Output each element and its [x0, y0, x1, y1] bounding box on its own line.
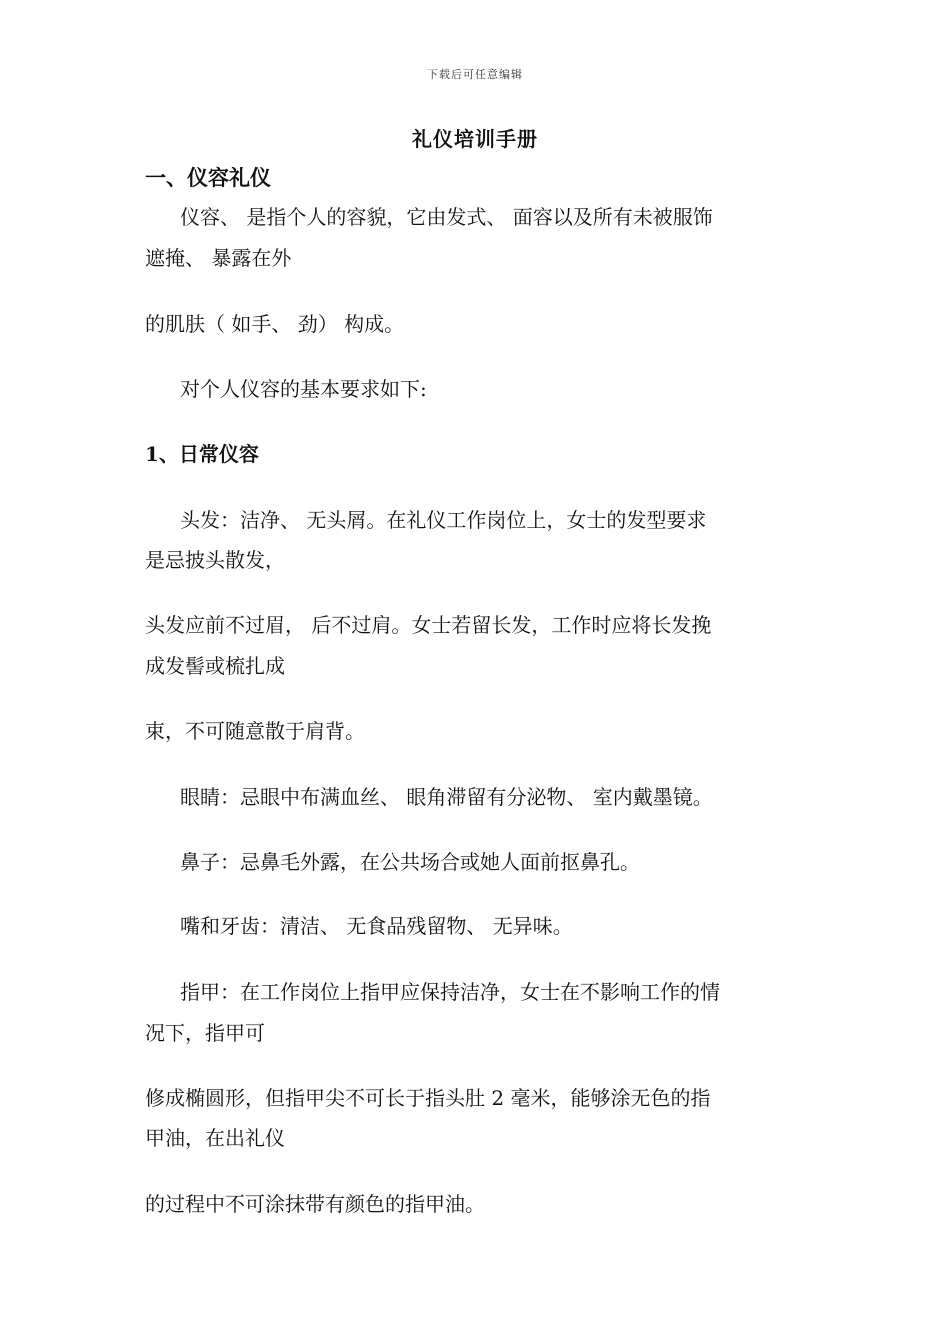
paragraph-line: 遮掩、 暴露在外 — [145, 246, 292, 270]
paragraph-line: 鼻子：忌鼻毛外露，在公共场合或她人面前抠鼻孔。 — [180, 850, 640, 874]
header-note: 下载后可任意编辑 — [427, 68, 523, 81]
paragraph-line: 仪容、 是指个人的容貌，它由发式、 面容以及所有未被服饰 — [180, 205, 713, 229]
subsection-heading-daily: 1、日常仪容 — [145, 442, 259, 466]
paragraph-line: 头发应前不过眉， 后不过肩。女士若留长发，工作时应将长发挽 — [145, 613, 712, 637]
paragraph-line: 束，不可随意散于肩背。 — [145, 719, 365, 743]
paragraph-line: 对个人仪容的基本要求如下: — [180, 377, 427, 401]
section-heading-appearance: 一、仪容礼仪 — [145, 165, 271, 190]
paragraph-line: 嘴和牙齿：清洁、 无食品残留物、 无异味。 — [180, 914, 573, 938]
paragraph-line: 头发：洁净、 无头屑。在礼仪工作岗位上，女士的发型要求 — [180, 508, 707, 532]
paragraph-line: 是忌披头散发， — [145, 548, 285, 572]
paragraph-line: 修成椭圆形，但指甲尖不可长于指头肚 2 毫米，能够涂无色的指 — [145, 1086, 711, 1110]
document-title: 礼仪培训手册 — [412, 127, 538, 151]
paragraph-line: 指甲：在工作岗位上指甲应保持洁净，女士在不影响工作的情 — [180, 980, 720, 1004]
paragraph-line: 甲油，在出礼仪 — [145, 1126, 285, 1150]
paragraph-line: 眼睛：忌眼中布满血丝、 眼角滞留有分泌物、 室内戴墨镜。 — [180, 785, 713, 809]
paragraph-line: 况下，指甲可 — [145, 1021, 265, 1045]
paragraph-line: 的过程中不可涂抹带有颜色的指甲油。 — [145, 1192, 485, 1216]
paragraph-line: 成发髻或梳扎成 — [145, 654, 285, 678]
paragraph-line: 的肌肤（ 如手、 劲） 构成。 — [145, 312, 405, 336]
